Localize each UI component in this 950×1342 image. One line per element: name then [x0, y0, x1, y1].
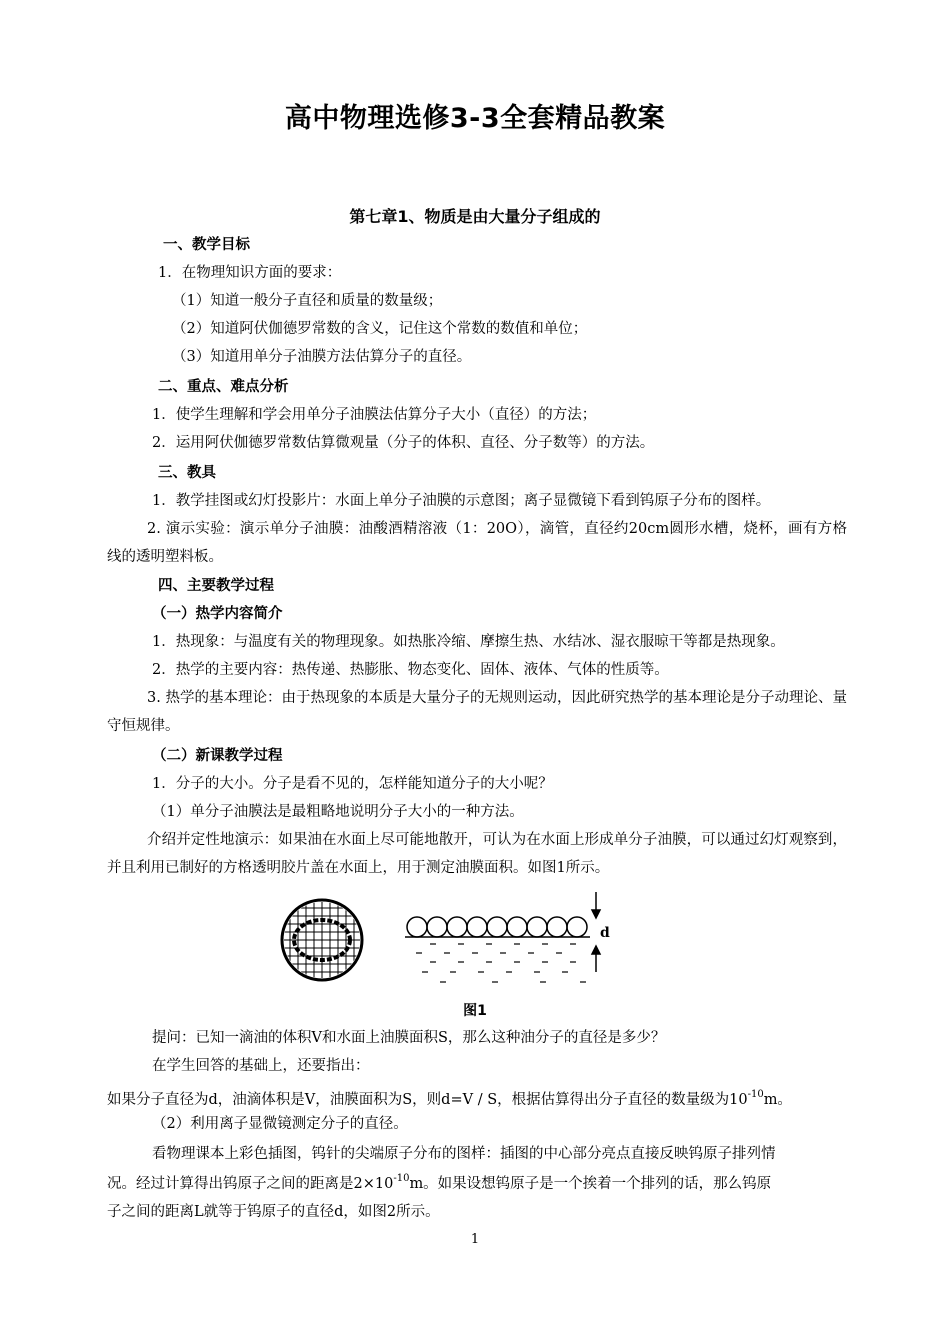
key-point-1: 1．使学生理解和学会用单分子油膜法估算分子大小（直径）的方法； — [152, 407, 597, 423]
aid-1: 1．教学挂图或幻灯投影片：水面上单分子油膜的示意图；离子显微镜下看到钨原子分布的图样。 — [152, 493, 771, 509]
heading-teaching-aids: 三、教具 — [158, 465, 216, 481]
subheading-new-lesson: （二）新课教学过程 — [152, 748, 283, 764]
subheading-thermal-intro: （一）热学内容简介 — [152, 606, 283, 622]
tungsten-line-1: 看物理课本上彩色插图，钨针的尖端原子分布的图样：插图的中心部分亮点直接反映钨原子排列情 — [152, 1146, 776, 1162]
tungsten-line-3: 子之间的距离L就等于钨原子的直径d，如图2所示。 — [107, 1204, 440, 1220]
grid-tray-icon — [280, 888, 364, 992]
figure-caption: 图1 — [463, 1003, 487, 1019]
oil-molecules-icon — [405, 917, 590, 937]
tungsten-text-rest: m。如果设想钨原子是一个挨着一个排列的话，那么钨原 — [409, 1176, 772, 1192]
oil-film-method: （1）单分子油膜法是最粗略地说明分子大小的一种方法。 — [152, 804, 524, 820]
thermal-2: 2．热学的主要内容：热传递、热膨胀、物态变化、固体、液体、气体的性质等。 — [152, 662, 669, 678]
aid-2: 2. 演示实验：演示单分子油膜：油酸酒精溶液（1：20O），滴管，直径约20cm圆形水槽，烧杯，画有方格线的透明塑料板。 — [107, 521, 847, 565]
goal-1c: （3）知道用单分子油膜方法估算分子的直径。 — [172, 349, 472, 365]
key-point-2: 2．运用阿伏伽德罗常数估算微观量（分子的体积、直径、分子数等）的方法。 — [152, 435, 655, 451]
page-number: 1 — [470, 1232, 480, 1247]
molecule-size: 1．分子的大小。分子是看不见的，怎样能知道分子的大小呢？ — [152, 776, 553, 792]
demo-description: 介绍并定性地演示：如果油在水面上尽可能地散开，可认为在水面上形成单分子油膜，可以通过幻灯观察到，并且利用已制好的方格透明胶片盖在水面上，用于测定油膜面积。如图1所示。 — [107, 832, 847, 876]
heading-key-points: 二、重点、难点分析 — [158, 379, 289, 395]
thickness-label: d — [600, 925, 610, 941]
heading-teaching-process: 四、主要教学过程 — [158, 578, 274, 594]
goal-1: 1．在物理知识方面的要求： — [158, 265, 342, 281]
document-title: 高中物理选修3-3全套精品教案 — [284, 103, 666, 134]
formula-unit: m。 — [763, 1092, 792, 1108]
question-1: 提问：已知一滴油的体积V和水面上油膜面积S，那么这种油分子的直径是多少？ — [152, 1030, 666, 1046]
tungsten-exponent: -10 — [393, 1173, 410, 1184]
tungsten-line-2 — [107, 1170, 847, 1198]
ion-microscope: （2）利用离子显微镜测定分子的直径。 — [152, 1116, 408, 1132]
thermal-3: 3. 热学的基本理论：由于热现象的本质是大量分子的无规则运动，因此研究热学的基本理论是分子动理论、量守恒规律。 — [107, 690, 847, 734]
thermal-1: 1．热现象：与温度有关的物理现象。如热胀冷缩、摩擦生热、水结冰、湿衣服晾干等都是热现象。 — [152, 634, 785, 650]
question-2: 在学生回答的基础上，还要指出： — [152, 1058, 370, 1074]
tungsten-text: 况。经过计算得出钨原子之间的距离是2×10 — [107, 1176, 394, 1192]
goal-1b: （2）知道阿伏伽德罗常数的含义，记住这个常数的数值和单位； — [172, 321, 588, 337]
formula-text: 如果分子直径为d，油滴体积是V，油膜面积为S，则d=V / S，根据估算得出分子直径的数量级为10 — [107, 1092, 748, 1108]
formula-exponent: -10 — [747, 1089, 764, 1100]
heading-teaching-goals: 一、教学目标 — [163, 237, 250, 253]
water-surface-dashes — [416, 944, 586, 982]
figure-oil-film — [280, 888, 620, 998]
thickness-arrow-icon — [592, 892, 600, 972]
goal-1a: （1）知道一般分子直径和质量的数量级； — [172, 293, 443, 309]
chapter-title: 第七章1、物质是由大量分子组成的 — [349, 207, 601, 226]
